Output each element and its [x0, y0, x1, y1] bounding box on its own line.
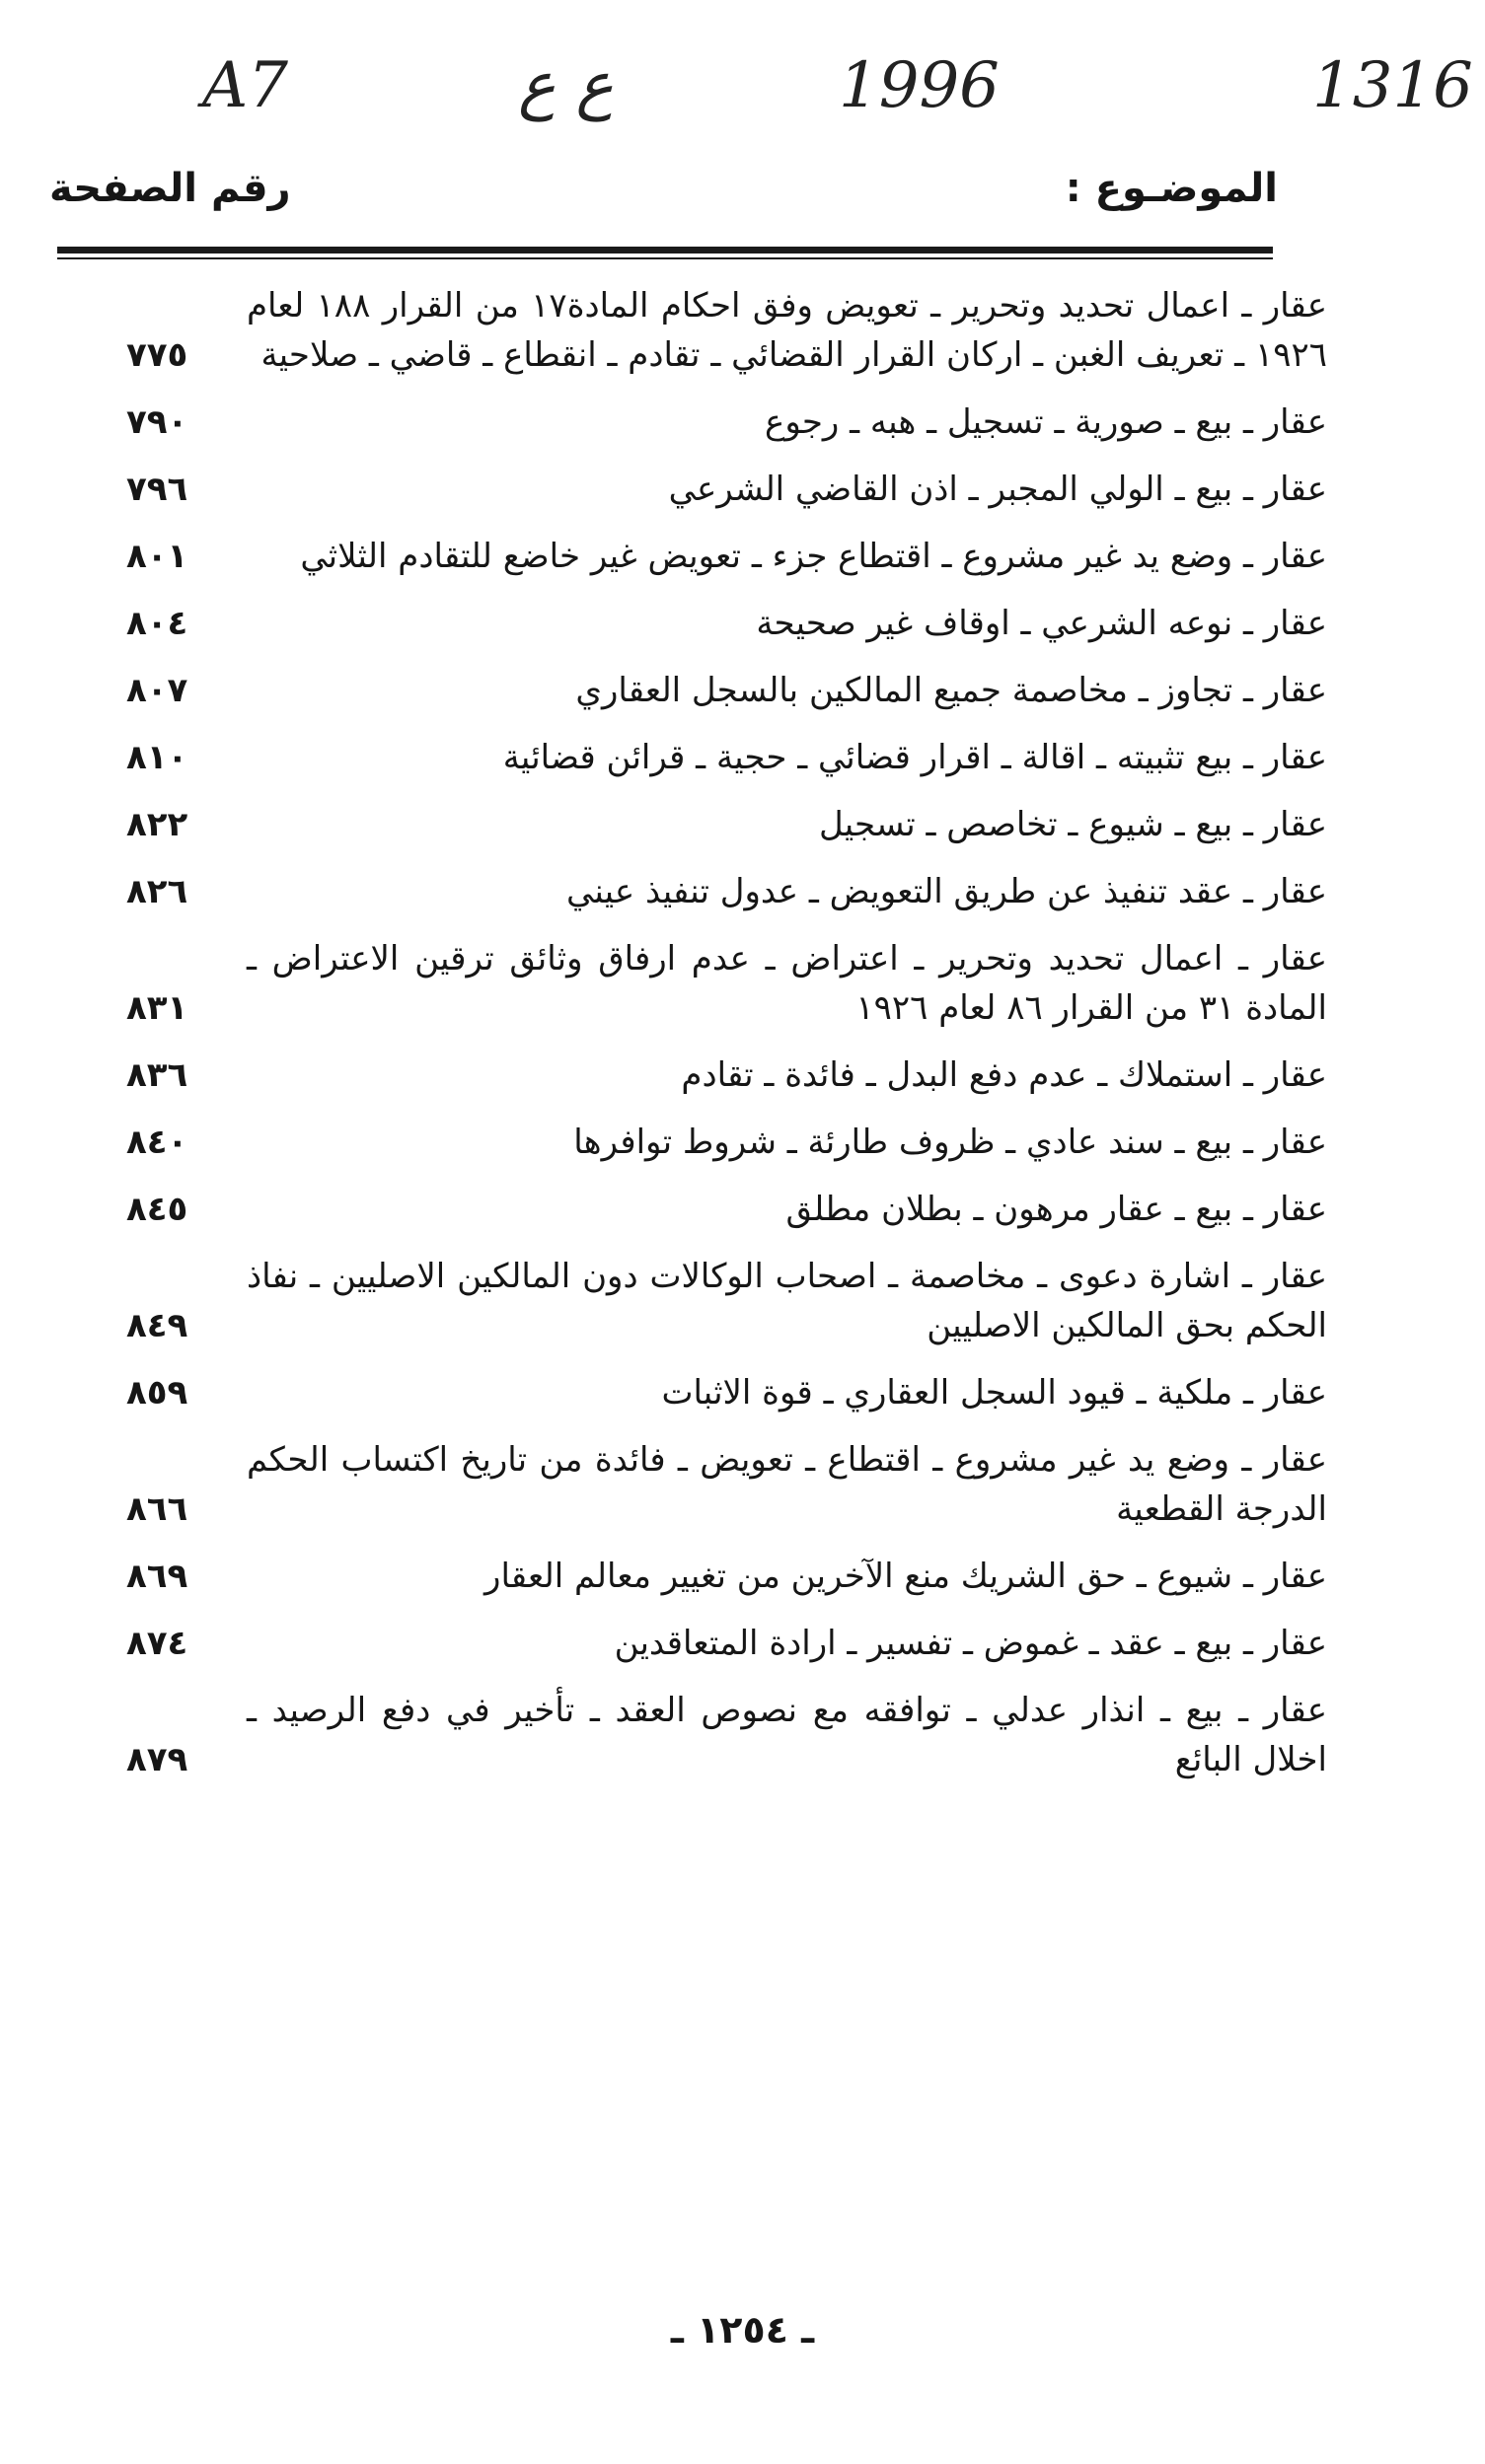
entry-subject: عقار ـ ملكية ـ قيود السجل العقاري ـ قوة الاثبات [661, 1373, 1327, 1413]
entry-page-number: ٨٤٩ [126, 1306, 188, 1345]
entry-page-number: ٨٣١ [126, 988, 188, 1028]
entry-page-number: ٨٣٦ [126, 1055, 188, 1095]
index-entry [0, 1619, 1485, 1668]
entry-subject: عقار ـ بيع ـ سند عادي ـ ظروف طارئة ـ شروط توافرها [573, 1123, 1327, 1162]
handwritten-note: 1316 [1312, 49, 1473, 122]
entry-page-number: ٧٩٦ [126, 470, 188, 509]
entry-page-number: ٨٤٥ [126, 1190, 188, 1229]
entry-subject: عقار ـ استملاك ـ عدم دفع البدل ـ فائدة ـ تقادم [681, 1055, 1327, 1095]
entry-subject: عقار ـ نوعه الشرعي ـ اوقاف غير صحيحة [756, 604, 1327, 643]
entry-page-number: ٨٦٩ [126, 1557, 188, 1596]
entry-subject: عقار ـ بيع ـ شيوع ـ تخاصص ـ تسجيل [818, 805, 1327, 844]
footer-page-number: ـ ١٢٥٤ ـ [670, 2308, 815, 2352]
entry-page-number: ٨١٠ [126, 738, 188, 777]
index-entry [0, 1252, 1485, 1350]
index-entry [0, 934, 1485, 1033]
index-entry [0, 666, 1485, 715]
entry-page-number: ٨٦٦ [126, 1489, 188, 1529]
entry-subject: عقار ـ شيوع ـ حق الشريك منع الآخرين من تغيير معالم العقار [484, 1557, 1327, 1596]
entry-page-number: ٨٥٩ [126, 1373, 188, 1413]
subject-column-header: الموضـوع : [1065, 166, 1278, 211]
index-entry [0, 1185, 1485, 1234]
index-entry [0, 1051, 1485, 1100]
entry-page-number: ٨٤٠ [126, 1123, 188, 1162]
index-entry [0, 1552, 1485, 1601]
entry-subject: عقار ـ بيع ـ عقد ـ غموض ـ تفسير ـ ارادة المتعاقدين [614, 1624, 1327, 1663]
index-entry [0, 1368, 1485, 1417]
entry-page-number: ٨٧٤ [126, 1624, 188, 1663]
entry-page-number: ٧٧٥ [126, 335, 188, 375]
entry-page-number: ٨٠١ [126, 537, 188, 576]
handwritten-note: A7 [202, 49, 288, 122]
index-entry [0, 532, 1485, 581]
entry-subject: عقار ـ وضع يد غير مشروع ـ اقتطاع جزء ـ تعويض غير خاضع للتقادم الثلاثي [300, 537, 1327, 576]
index-entry [0, 281, 1485, 380]
entry-subject: عقار ـ بيع ـ انذار عدلي ـ توافقه مع نصوص العقد ـ تأخير في دفع الرصيد ـ اخلال البائع [247, 1691, 1327, 1779]
index-list [0, 281, 1485, 1802]
entry-subject: عقار ـ وضع يد غير مشروع ـ اقتطاع ـ تعويض ـ فائدة من تاريخ اكتساب الحكم الدرجة القطعية [247, 1440, 1327, 1529]
index-entry [0, 465, 1485, 514]
entry-page-number: ٨٠٧ [126, 671, 188, 710]
entry-subject: عقار ـ اعمال تحديد وتحرير ـ اعتراض ـ عدم ارفاق وثائق ترقين الاعتراض ـ المادة ٣١ من القرار ٨٦ لعام ١٩٢٦ [247, 939, 1327, 1028]
page-column-header: رقم الصفحة [49, 166, 291, 211]
index-entry [0, 1118, 1485, 1167]
entry-subject: عقار ـ بيع ـ صورية ـ تسجيل ـ هبه ـ رجوع [765, 402, 1327, 442]
entry-page-number: ٨٢٢ [126, 805, 188, 844]
entry-subject: عقار ـ اعمال تحديد وتحرير ـ تعويض وفق احكام المادة١٧ من القرار ١٨٨ لعام ١٩٢٦ ـ تعريف الغبن ـ اركان القرار القضائي ـ تقادم ـ انقطاع ـ قاضي ـ صلاحية [247, 286, 1327, 375]
entry-page-number: ٨٧٩ [126, 1740, 188, 1779]
index-entry [0, 1686, 1485, 1784]
index-entry [0, 398, 1485, 447]
entry-page-number: ٨٢٦ [126, 872, 188, 911]
handwritten-note: 1996 [839, 49, 1000, 122]
entry-subject: عقار ـ بيع تثبيته ـ اقالة ـ اقرار قضائي ـ حجية ـ قرائن قضائية [502, 738, 1327, 777]
entry-subject: عقار ـ اشارة دعوى ـ مخاصمة ـ اصحاب الوكالات دون المالكين الاصليين ـ نفاذ الحكم بحق المالكين الاصليين [247, 1257, 1327, 1345]
index-entry [0, 599, 1485, 648]
handwritten-note: ع ع [518, 49, 614, 122]
index-entry [0, 1435, 1485, 1534]
entry-subject: عقار ـ بيع ـ الولي المجبر ـ اذن القاضي الشرعي [668, 470, 1327, 509]
index-entry [0, 867, 1485, 916]
index-entry [0, 733, 1485, 782]
entry-subject: عقار ـ تجاوز ـ مخاصمة جميع المالكين بالسجل العقاري [575, 671, 1327, 710]
entry-subject: عقار ـ بيع ـ عقار مرهون ـ بطلان مطلق [785, 1190, 1327, 1229]
entry-page-number: ٨٠٤ [126, 604, 188, 643]
index-entry [0, 800, 1485, 849]
header-rule [57, 247, 1273, 254]
header-rule-thin [57, 257, 1273, 259]
entry-page-number: ٧٩٠ [126, 402, 188, 442]
entry-subject: عقار ـ عقد تنفيذ عن طريق التعويض ـ عدول تنفيذ عيني [565, 872, 1327, 911]
